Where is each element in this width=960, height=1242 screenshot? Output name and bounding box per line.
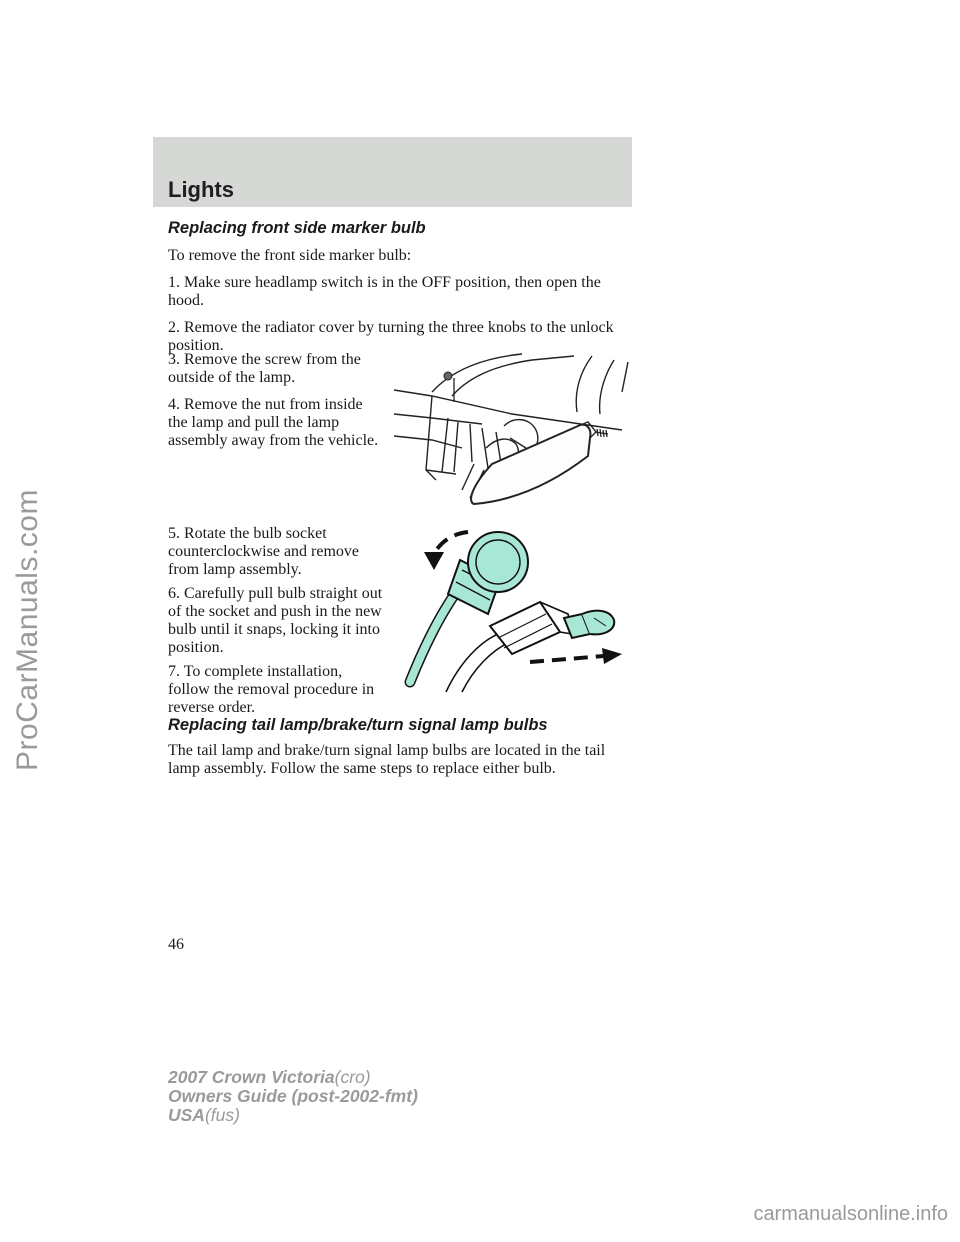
step-5: 5. Rotate the bulb socket counterclockwise and remove from lamp assembly. [168,525,360,578]
footer-market-code: (fus) [204,1105,240,1125]
step-3: 3. Remove the screw from the outside of the lamp. [168,351,361,386]
footer [168,1068,418,1125]
step-1: 1. Make sure headlamp switch is in the OFF position, then open the hood. [168,274,601,309]
footer-market: USA [168,1105,205,1125]
tail-lamp-body: The tail lamp and brake/turn signal lamp bulbs are located in the tail lamp assembly. Follow the same steps to replace either bulb. [168,742,606,777]
page-content [168,218,638,364]
footer-line-3 [168,1106,418,1125]
footer-line-1 [168,1068,418,1087]
side-watermark [4,320,52,940]
side-watermark-text: ProCarManuals.com [11,489,44,771]
footer-guide: Owners Guide (post-2002-fmt) [168,1086,418,1106]
section-title: Lights [168,177,234,202]
section-header [153,137,632,207]
step-4: 4. Remove the nut from inside the lamp and pull the lamp assembly away from the vehicle. [168,396,379,449]
heading-front-marker: Replacing front side marker bulb [168,219,426,237]
step-6: 6. Carefully pull bulb straight out of the socket and push in the new bulb until it snaps, locking it into position. [168,585,383,656]
bulb-socket-illustration [400,522,630,694]
site-watermark: carmanualsonline.info [753,1203,948,1225]
footer-model-code: (cro) [334,1067,371,1087]
footer-line-2 [168,1087,418,1106]
intro-text: To remove the front side marker bulb: [168,247,412,264]
page-number: 46 [168,936,184,953]
heading-tail-lamp: Replacing tail lamp/brake/turn signal lamp bulbs [168,716,548,734]
footer-model: 2007 Crown Victoria [168,1067,335,1087]
lamp-assembly-illustration [392,352,632,512]
step-2: 2. Remove the radiator cover by turning the three knobs to the unlock position. [168,319,614,354]
step-7: 7. To complete installation, follow the removal procedure in reverse order. [168,663,375,716]
